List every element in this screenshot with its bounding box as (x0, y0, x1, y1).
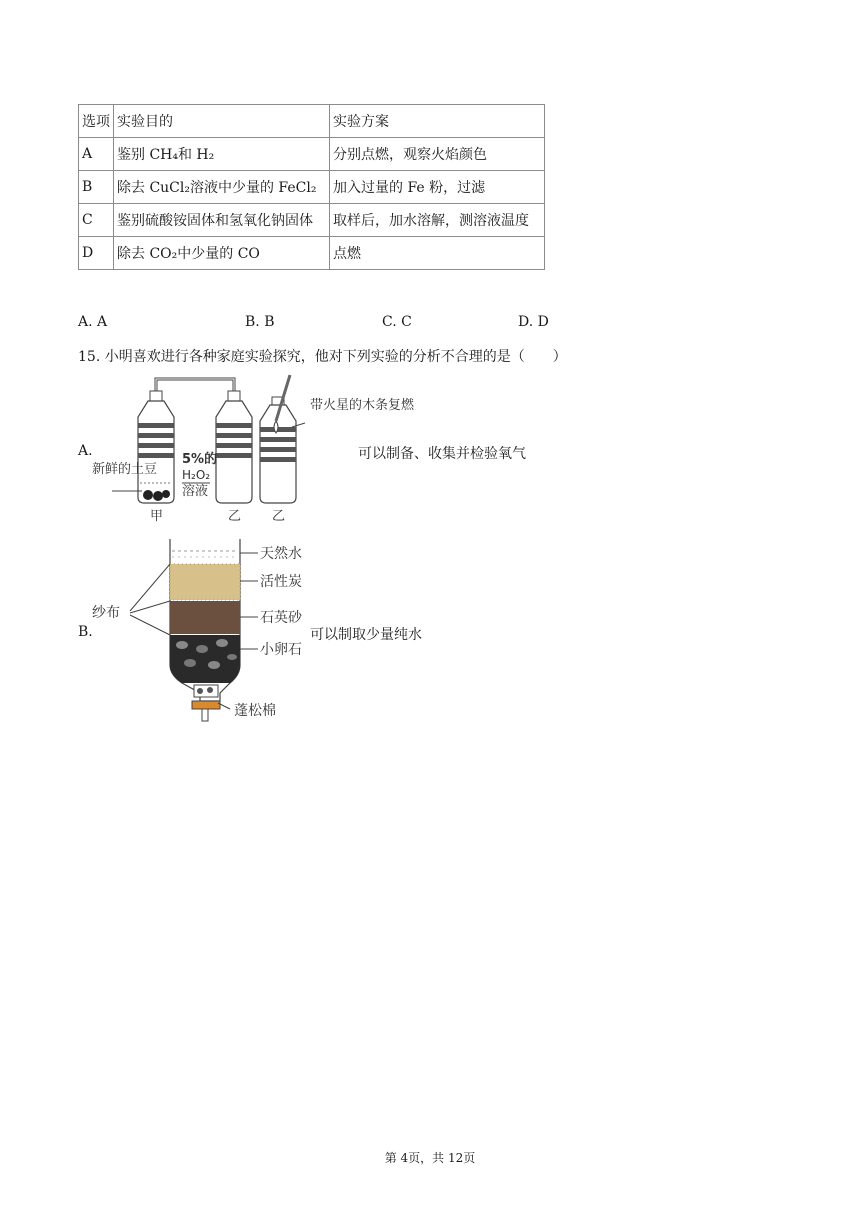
experiment-table (78, 104, 545, 270)
row-purpose: 鉴别 CH₄和 H₂ (114, 138, 330, 171)
row-plan: 加入过量的 Fe 粉，过滤 (330, 171, 545, 204)
label-solution-formula: H₂O₂ (182, 468, 211, 482)
row-purpose: 除去 CO₂中少量的 CO (114, 237, 330, 270)
label-jia: 甲 (150, 509, 164, 524)
label-solution-pct: 5%的 (182, 452, 218, 467)
row-plan: 点燃 (330, 237, 545, 270)
layer-quartz-sand (170, 601, 240, 634)
bottle-jia (138, 391, 174, 503)
page-footer: 第 4页，共 12页 (384, 1151, 476, 1165)
layer-activated-carbon (170, 564, 240, 600)
table-row (79, 204, 545, 237)
answer-option-a[interactable]: A. A (78, 314, 108, 330)
table-row (79, 237, 545, 270)
label-yi-1: 乙 (228, 509, 242, 524)
row-purpose: 鉴别硫酸铵固体和氢氧化钠固体 (114, 204, 330, 237)
q15-option-b-text: 可以制取少量纯水 (310, 627, 422, 643)
oxygen-apparatus-figure (90, 375, 415, 525)
header-plan: 实验方案 (330, 105, 545, 138)
layer-cotton (194, 685, 218, 697)
header-option: 选项 (79, 105, 114, 138)
row-option: D (79, 237, 114, 270)
label-cotton: 蓬松棉 (234, 703, 276, 719)
q15-option-b-letter[interactable]: B. (78, 624, 93, 640)
row-option: C (79, 204, 114, 237)
label-natural-water: 天然水 (260, 546, 302, 562)
outlet-tap (192, 701, 220, 709)
label-yi-2: 乙 (272, 509, 286, 524)
answer-option-b[interactable]: B. B (245, 314, 275, 330)
label-solution-word: 溶液 (182, 484, 209, 499)
table-row (79, 138, 545, 171)
layer-pebbles (170, 635, 240, 683)
q15-option-a-text: 可以制备、收集并检验氧气 (358, 446, 526, 462)
label-activated-carbon: 活性炭 (260, 574, 302, 590)
question-15-stem: 15. 小明喜欢进行各种家庭实验探究，他对下列实验的分析不合理的是（ ） (78, 349, 567, 365)
label-pebbles: 小卵石 (260, 642, 302, 658)
answer-option-d[interactable]: D. D (518, 314, 549, 330)
answer-option-c[interactable]: C. C (382, 314, 412, 330)
label-gauze: 纱布 (92, 605, 120, 621)
row-plan: 取样后，加水溶解，测溶液温度 (330, 204, 545, 237)
bottle-yi-collecting (216, 391, 252, 503)
row-option: A (79, 138, 114, 171)
table-header-row (79, 105, 545, 138)
header-purpose: 实验目的 (114, 105, 330, 138)
label-splint: 带火星的木条复燃 (310, 398, 415, 413)
layer-natural-water (172, 551, 238, 557)
bottle-yi-test (260, 375, 296, 503)
row-plan: 分别点燃，观察火焰颜色 (330, 138, 545, 171)
label-potato-1: 新鲜的土豆 (92, 462, 158, 477)
table-row (79, 171, 545, 204)
label-quartz-sand: 石英砂 (260, 610, 302, 626)
q15-option-a-letter[interactable]: A. (78, 443, 93, 459)
row-purpose: 除去 CuCl₂溶液中少量的 FeCl₂ (114, 171, 330, 204)
row-option: B (79, 171, 114, 204)
water-filter-figure (90, 535, 310, 725)
